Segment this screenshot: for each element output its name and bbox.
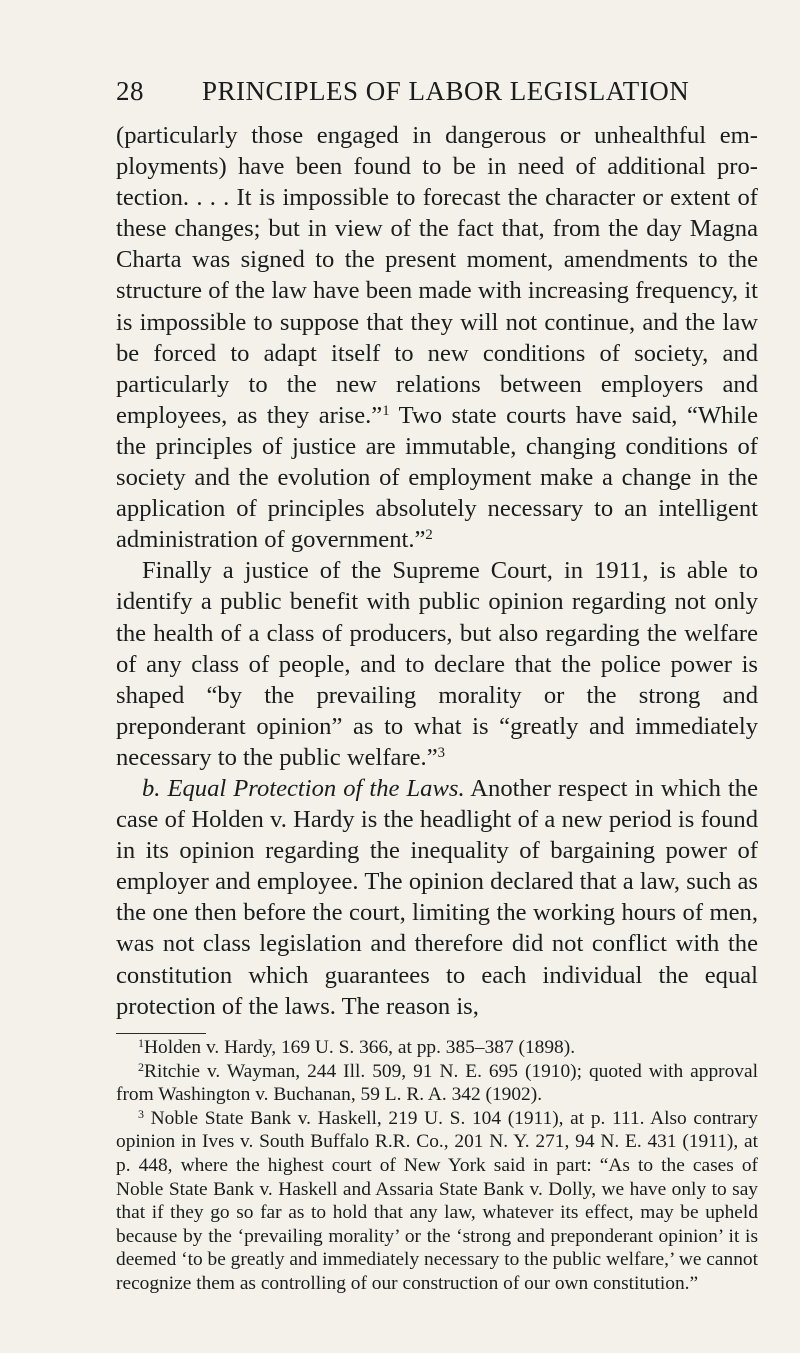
paragraph-1-text: (particularly those engaged in dangerous or unhealthful employments) have been found to be in need of additional protection. . . . It is impossible to forecast the character or extent of these changes; but in view of the fact that, from the day Magna Charta was signed to the present moment, amendments to the structure of the law have been made with increasing frequency, it is impossible to suppose that they will not continue, and the law be forced to adapt itself to new conditions of society, and particularly to the new relations between employers and employees, as they arise.” bbox=[116, 122, 758, 429]
footnote-3 bbox=[116, 1107, 758, 1296]
footnote-ref-3: 3 bbox=[437, 744, 445, 761]
footnote-ref-2: 2 bbox=[425, 527, 433, 544]
paragraph-2 bbox=[116, 555, 758, 773]
footnote-rule bbox=[116, 1033, 206, 1034]
paragraph-3 bbox=[116, 773, 758, 1022]
paragraph-1 bbox=[116, 120, 758, 555]
footnotes bbox=[116, 1036, 758, 1296]
section-heading-equal-protection: b. Equal Protection of the Laws. bbox=[142, 774, 465, 802]
footnote-ref-1: 1 bbox=[382, 402, 390, 419]
footnote-3-text: Noble State Bank v. Haskell, 219 U. S. 104 (1911), at p. 111. Also contrary opinion in Ives v. South Buffalo R.R. Co., 201 N. Y. 271, 94 N. E. 431 (1911), at p. 448, where the highest court of New York said in part: “As to the cases of Noble State Bank v. Haskell and Assaria State Bank v. Dolly, we have only to say that if they go so far as to hold that any law, whatever its effect, may be upheld because by the ‘prevailing morality’ or the ‘strong and preponderant opinion’ it is deemed ‘to be greatly and immediately necessary to the public welfare,’ we cannot recognize them as controlling of our construction of our own constitution.” bbox=[116, 1107, 758, 1294]
footnote-2-number: 2 bbox=[138, 1059, 145, 1074]
paragraph-2-text: Finally a justice of the Supreme Court, in 1911, is able to identify a public benefit with public opinion regarding not only the health of a class of producers, but also regarding the welfare of any class of people, and to declare that the police power is shaped “by the prevailing morality or the strong and preponderant opinion” as to what is “greatly and immediately necessary to the public welfare.” bbox=[116, 557, 758, 771]
page-number: 28 bbox=[116, 76, 144, 106]
footnote-1-text: Holden v. Hardy, 169 U. S. 366, at pp. 385–387 (1898). bbox=[144, 1037, 576, 1058]
paragraph-3-text: Another respect in which the case of Holden v. Hardy is the headlight of a new period is found in its opinion regarding the inequality of bargaining power of employer and employee. The opinion declared that a law, such as the one then before the court, limiting the working hours of men, was not class legislation and therefore did not conflict with the constitution which guarantees to each individual the equal protection of the laws. The reason is, bbox=[116, 774, 758, 1020]
footnote-3-number: 3 bbox=[138, 1106, 145, 1121]
footnote-1-number: 1 bbox=[138, 1036, 145, 1050]
footnote-2 bbox=[116, 1060, 758, 1107]
running-title: PRINCIPLES OF LABOR LEGISLATION bbox=[202, 76, 690, 106]
footnote-1 bbox=[116, 1036, 758, 1060]
paragraph-1-text-cont: Two state courts have said, “While the principles of justice are immutable, changing conditions of society and the evolution of employment make a change in the application of principles absolutely necessary to an intelligent administration of government.” bbox=[116, 401, 758, 554]
body-text bbox=[116, 120, 758, 1022]
footnote-2-text: Ritchie v. Wayman, 244 Ill. 509, 91 N. E. 695 (1910); quoted with approval from Washington v. Buchanan, 59 L. R. A. 342 (1902). bbox=[116, 1060, 758, 1106]
